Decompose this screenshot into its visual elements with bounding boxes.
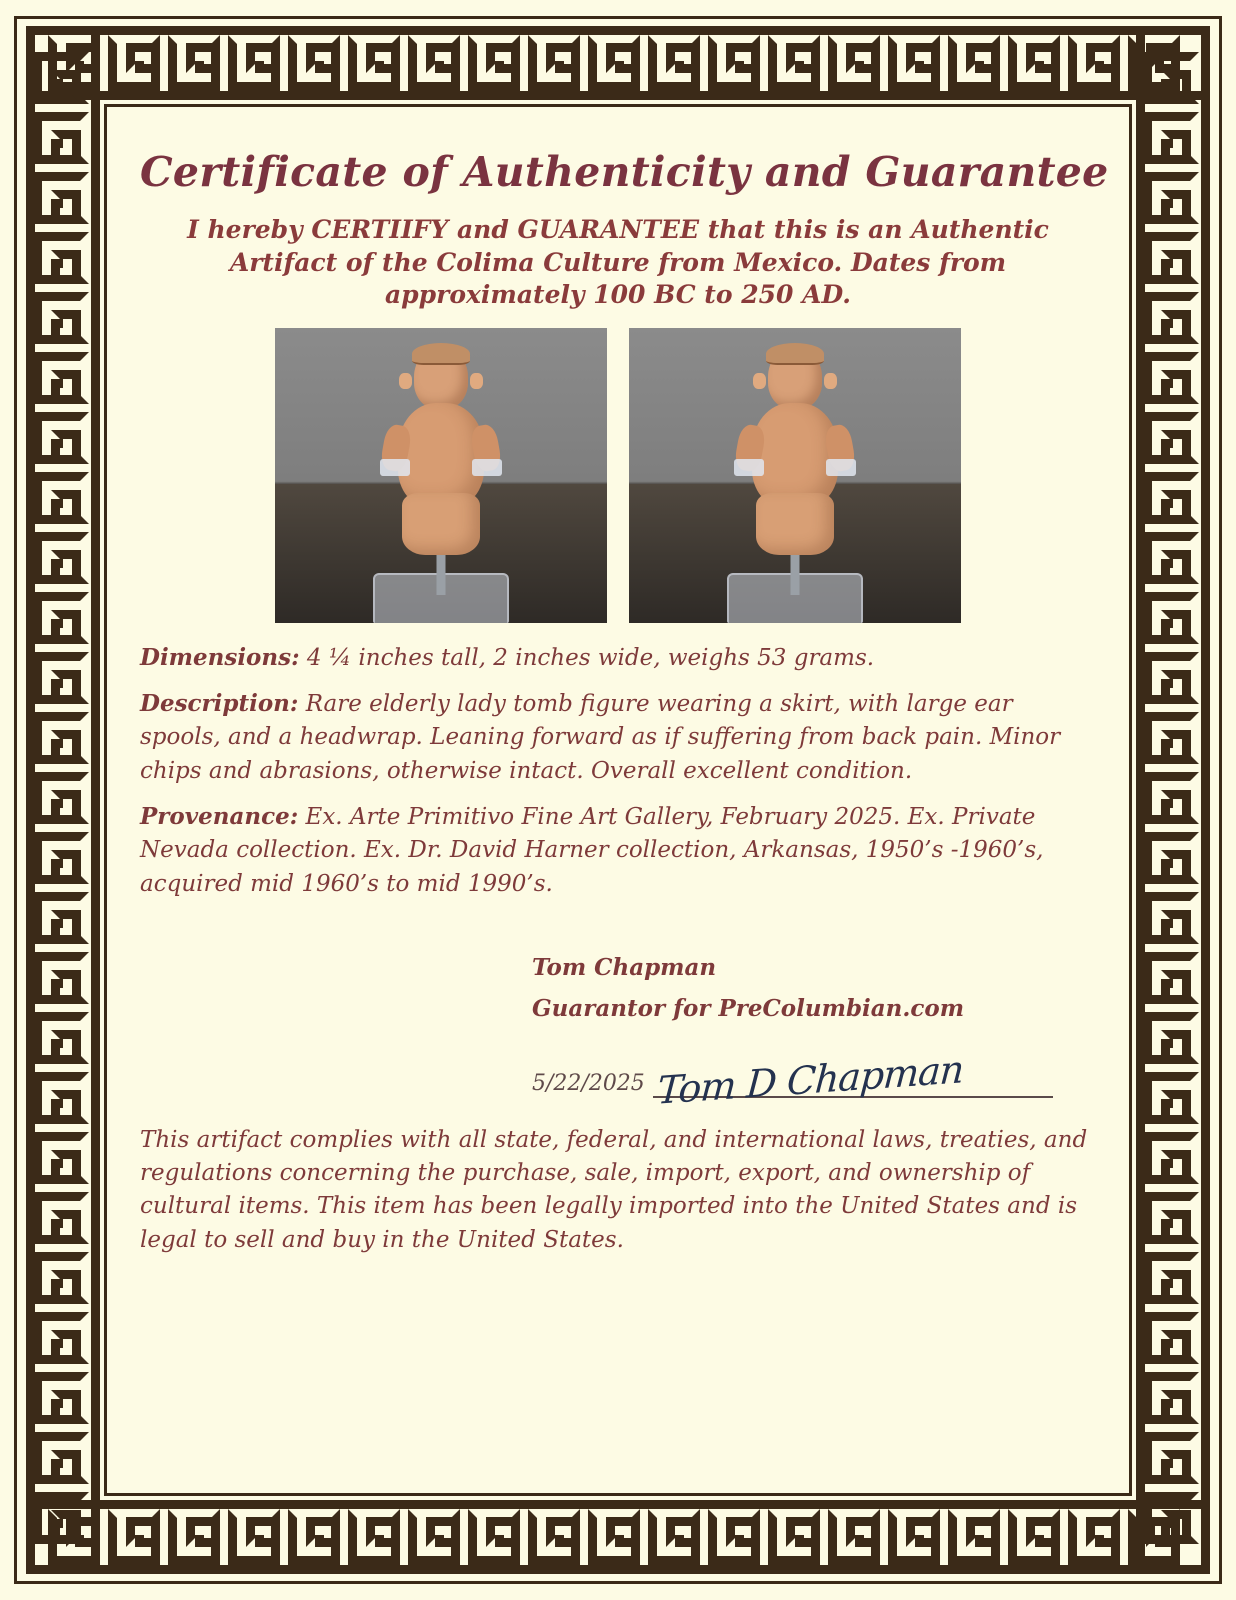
- certificate-content: [120, 118, 1116, 1482]
- figurine-torso: [398, 403, 484, 507]
- meander-key-glyph: [288, 1509, 340, 1565]
- meander-key-glyph: [708, 1509, 760, 1565]
- figurine-ear-spool-right: [470, 373, 483, 389]
- meander-key-glyph: [228, 35, 280, 91]
- meander-key-glyph: [768, 1509, 820, 1565]
- meander-border-bottom: [26, 1500, 1210, 1574]
- meander-key-glyph: [1143, 1072, 1199, 1124]
- field-provenance-label: Provenance:: [140, 802, 299, 830]
- field-dimensions-label: Dimensions:: [140, 643, 300, 671]
- meander-key-glyph: [33, 1072, 89, 1124]
- meander-key-glyph: [468, 1509, 520, 1565]
- figurine-headwrap: [766, 343, 824, 365]
- meander-key-glyph: [168, 1509, 220, 1565]
- meander-key-glyph: [33, 712, 89, 764]
- meander-key-glyph: [408, 35, 460, 91]
- meander-key-glyph: [33, 1012, 89, 1064]
- field-provenance-value: Ex. Arte Primitivo Fine Art Gallery, February 2025. Ex. Private Nevada collection. Ex. Dr. David Harner collection, Arkansas, 1950’s -1960’s, acquired mid 1960’s to mid 1990’s.: [140, 803, 1044, 897]
- meander-key-glyph: [33, 1312, 89, 1364]
- field-description: [140, 687, 1096, 788]
- meander-key-glyph: [33, 1132, 89, 1184]
- meander-key-glyph: [648, 35, 700, 91]
- meander-key-glyph: [828, 35, 880, 91]
- meander-key-glyph: [1143, 292, 1199, 344]
- figurine-headwrap: [412, 343, 470, 365]
- meander-key-glyph: [1143, 112, 1199, 164]
- field-description-label: Description:: [140, 689, 299, 717]
- meander-key-glyph: [1143, 472, 1199, 524]
- meander-key-glyph: [648, 1509, 700, 1565]
- signature-row: [140, 1046, 1096, 1113]
- meander-border-top: [26, 26, 1210, 100]
- meander-key-glyph: [1143, 1012, 1199, 1064]
- meander-key-glyph: [948, 35, 1000, 91]
- meander-key-glyph: [528, 35, 580, 91]
- meander-key-glyph: [1068, 35, 1120, 91]
- meander-key-glyph: [828, 1509, 880, 1565]
- meander-key-glyph: [168, 35, 220, 91]
- meander-key-glyph: [33, 52, 89, 104]
- meander-key-glyph: [1068, 1509, 1120, 1565]
- figurine-skirt: [402, 493, 480, 555]
- page-title: Certificate of Authenticity and Guarantee: [140, 148, 1109, 196]
- meander-key-glyph: [33, 532, 89, 584]
- meander-key-glyph: [1143, 412, 1199, 464]
- figurine-mount-clip-right: [826, 459, 856, 476]
- meander-key-glyph: [33, 232, 89, 284]
- meander-key-glyph: [228, 1509, 280, 1565]
- meander-border-right: [1136, 26, 1210, 1574]
- meander-key-glyph: [1143, 772, 1199, 824]
- meander-key-glyph: [108, 1509, 160, 1565]
- meander-key-glyph: [1008, 1509, 1060, 1565]
- meander-key-glyph: [33, 472, 89, 524]
- meander-key-glyph: [33, 1252, 89, 1304]
- meander-key-glyph: [948, 1509, 1000, 1565]
- figurine-front: [389, 347, 493, 565]
- meander-key-glyph: [33, 292, 89, 344]
- meander-key-glyph: [1143, 232, 1199, 284]
- artifact-photos: [140, 328, 1096, 623]
- meander-key-glyph: [33, 112, 89, 164]
- signature-line: [653, 1046, 1053, 1113]
- figurine-ear-spool-left: [399, 373, 412, 389]
- meander-key-glyph: [408, 1509, 460, 1565]
- field-provenance: [140, 800, 1096, 901]
- meander-key-glyph: [33, 892, 89, 944]
- legal-notice: This artifact complies with all state, federal, and international laws, treaties, and regulations concerning the purchase, sale, import, export, and ownership of cultural items. This item has been legally imported into the United States and is legal to sell and buy in the United States.: [140, 1126, 1088, 1253]
- figurine-skirt: [756, 493, 834, 555]
- meander-key-glyph: [33, 1432, 89, 1484]
- meander-key-glyph: [33, 1192, 89, 1244]
- meander-key-glyph: [1143, 952, 1199, 1004]
- meander-key-glyph: [1143, 1252, 1199, 1304]
- meander-key-glyph: [1008, 35, 1060, 91]
- meander-key-glyph: [33, 172, 89, 224]
- meander-key-glyph: [1143, 652, 1199, 704]
- signature-date: 5/22/2025: [532, 1070, 645, 1096]
- meander-key-glyph: [888, 35, 940, 91]
- meander-key-glyph: [108, 35, 160, 91]
- figurine-torso: [752, 403, 838, 507]
- meander-key-glyph: [33, 412, 89, 464]
- meander-key-glyph: [33, 592, 89, 644]
- artifact-photo-front: [275, 328, 607, 623]
- meander-key-glyph: [588, 1509, 640, 1565]
- figurine-back: [743, 347, 847, 565]
- figurine-mount-clip-right: [472, 459, 502, 476]
- meander-key-glyph: [528, 1509, 580, 1565]
- signer-name: Tom Chapman: [532, 953, 717, 981]
- meander-key-glyph: [468, 35, 520, 91]
- meander-key-glyph: [33, 832, 89, 884]
- meander-key-glyph: [348, 35, 400, 91]
- meander-key-glyph: [288, 35, 340, 91]
- meander-key-glyph: [33, 1372, 89, 1424]
- field-description-value: Rare elderly lady tomb figure wearing a skirt, with large ear spools, and a headwrap. Leaning forward as if suffering from back pain. Minor chips and abrasions, otherwise intact. Overall excellent condition.: [140, 690, 1061, 784]
- figurine-mount-clip-left: [734, 459, 764, 476]
- meander-key-glyph: [1143, 532, 1199, 584]
- meander-key-glyph: [1143, 172, 1199, 224]
- artifact-photo-back: [629, 328, 961, 623]
- handwritten-signature: Tom D Chapman: [655, 1046, 965, 1113]
- figurine-mount-clip-left: [380, 459, 410, 476]
- signer-block: [140, 947, 1096, 1030]
- meander-key-glyph: [1143, 52, 1199, 104]
- meander-key-glyph: [1143, 592, 1199, 644]
- meander-key-glyph: [1143, 1432, 1199, 1484]
- meander-key-glyph: [1143, 1492, 1199, 1544]
- field-dimensions: [140, 641, 1096, 675]
- meander-key-glyph: [1143, 832, 1199, 884]
- meander-key-glyph: [1143, 1312, 1199, 1364]
- figurine-ear-spool-right: [824, 373, 837, 389]
- meander-key-glyph: [708, 35, 760, 91]
- meander-key-glyph: [1143, 712, 1199, 764]
- meander-key-glyph: [1143, 1192, 1199, 1244]
- figurine-ear-spool-left: [753, 373, 766, 389]
- meander-key-glyph: [1143, 1372, 1199, 1424]
- signer-role: Guarantor for PreColumbian.com: [532, 995, 965, 1023]
- meander-key-glyph: [1143, 1132, 1199, 1184]
- certify-statement: I hereby CERTIIFY and GUARANTEE that this is an Authentic Artifact of the Colima Culture from Mexico. Dates from approximately 100 BC to 250 AD.: [187, 215, 1049, 309]
- meander-key-glyph: [33, 952, 89, 1004]
- meander-key-glyph: [888, 1509, 940, 1565]
- meander-key-glyph: [768, 35, 820, 91]
- meander-key-glyph: [588, 35, 640, 91]
- meander-key-glyph: [33, 772, 89, 824]
- meander-key-glyph: [33, 652, 89, 704]
- meander-key-glyph: [33, 352, 89, 404]
- meander-key-glyph: [33, 1492, 89, 1544]
- meander-key-glyph: [1143, 352, 1199, 404]
- meander-border-left: [26, 26, 100, 1574]
- meander-key-glyph: [348, 1509, 400, 1565]
- meander-key-glyph: [1143, 892, 1199, 944]
- field-dimensions-value: 4 ¼ inches tall, 2 inches wide, weighs 53 grams.: [299, 644, 875, 671]
